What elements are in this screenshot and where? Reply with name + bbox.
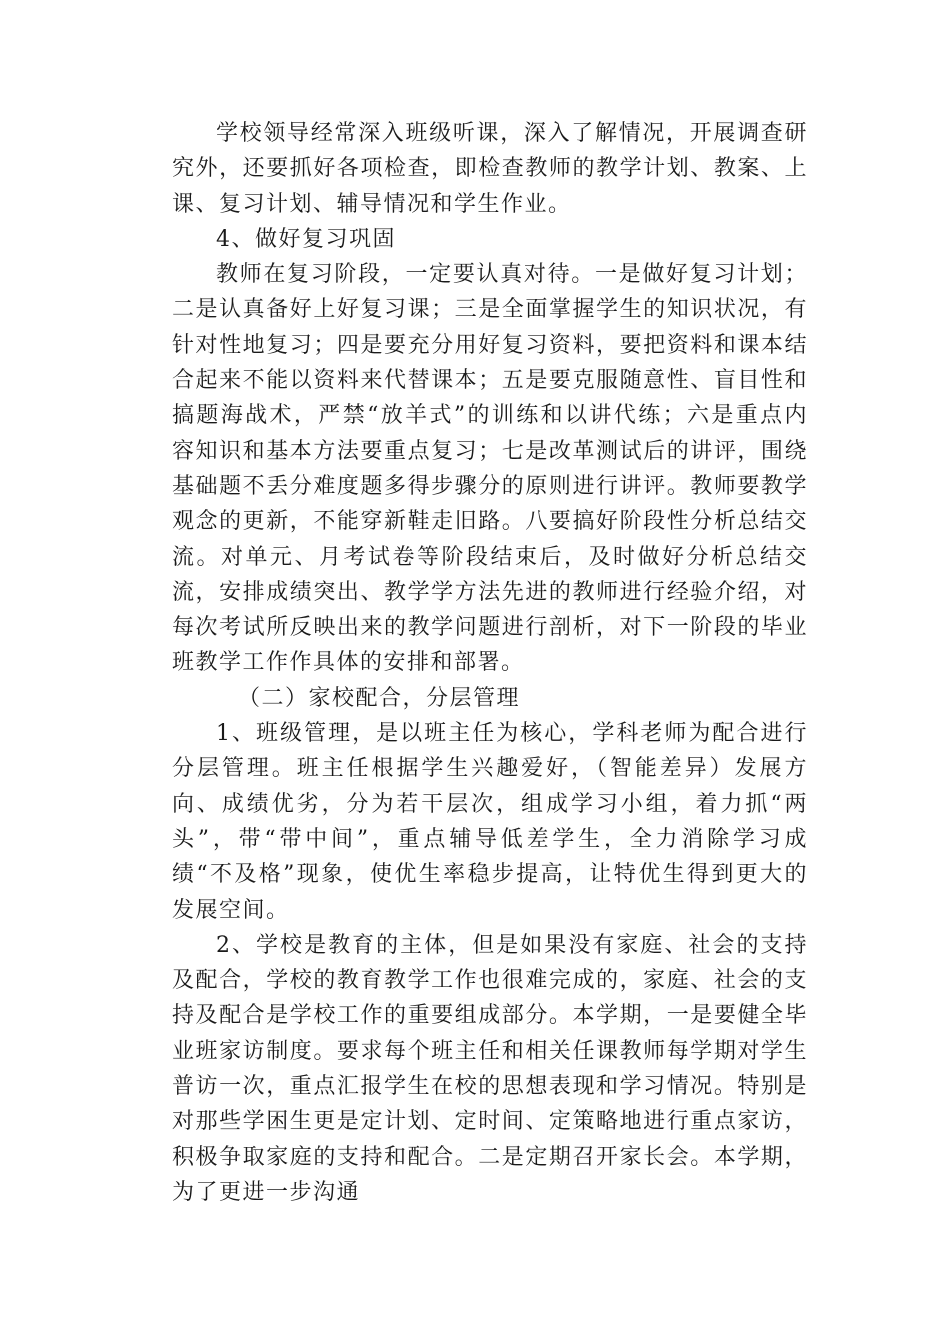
paragraph-leadership-inspection: 学校领导经常深入班级听课，深入了解情况，开展调查研究外，还要抓好各项检查，即检查教师的教学计划、教案、上课、复习计划、辅导情况和学生作业。 xyxy=(172,121,808,217)
paragraph-class-management: 1、班级管理，是以班主任为核心，学科老师为配合进行分层管理。班主任根据学生兴趣爱好，（智能差异）发展方向、成绩优劣，分为若干层次，组成学习小组，着力抓“两头”，带“带中间”，重点辅导低差学生，全力消除学习成绩“不及格”现象，使优生率稳步提高，让特优生得到更大的发展空间。 xyxy=(172,721,808,923)
heading-review-consolidation: 4、做好复习巩固 xyxy=(216,226,396,252)
heading-home-school-cooperation: （二）家校配合，分层管理 xyxy=(238,685,521,711)
paragraph-review-stage: 教师在复习阶段，一定要认真对待。一是做好复习计划；二是认真备好上好复习课；三是全面掌握学生的知识状况，有针对性地复习；四是要充分用好复习资料，要把资料和课本结合起来不能以资料来代替课本；五是要克服随意性、盲目性和搞题海战术，严禁“放羊式”的训练和以讲代练；六是重点内容知识和基本方法要重点复习；七是改革测试后的讲评，围绕基础题不丢分难度题多得步骤分的原则进行讲评。教师要教学观念的更新，不能穿新鞋走旧路。八要搞好阶段性分析总结交流。对单元、月考试卷等阶段结束后，及时做好分析总结交流，安排成绩突出、教学学方法先进的教师进行经验介绍，对每次考试所反映出来的教学问题进行剖析，对下一阶段的毕业班教学工作作具体的安排和部署。 xyxy=(172,262,808,676)
paragraph-school-family-support: 2、学校是教育的主体，但是如果没有家庭、社会的支持及配合，学校的教育教学工作也很难完成的，家庭、社会的支持及配合是学校工作的重要组成部分。本学期，一是要健全毕业班家访制度。要求每个班主任和相关任课教师每学期对学生普访一次，重点汇报学生在校的思想表现和学习情况。特别是对那些学困生更是定计划、定时间、定策略地进行重点家访，积极争取家庭的支持和配合。二是定期召开家长会。本学期，为了更进一步沟通 xyxy=(172,932,808,1205)
document-body xyxy=(172,116,808,1210)
